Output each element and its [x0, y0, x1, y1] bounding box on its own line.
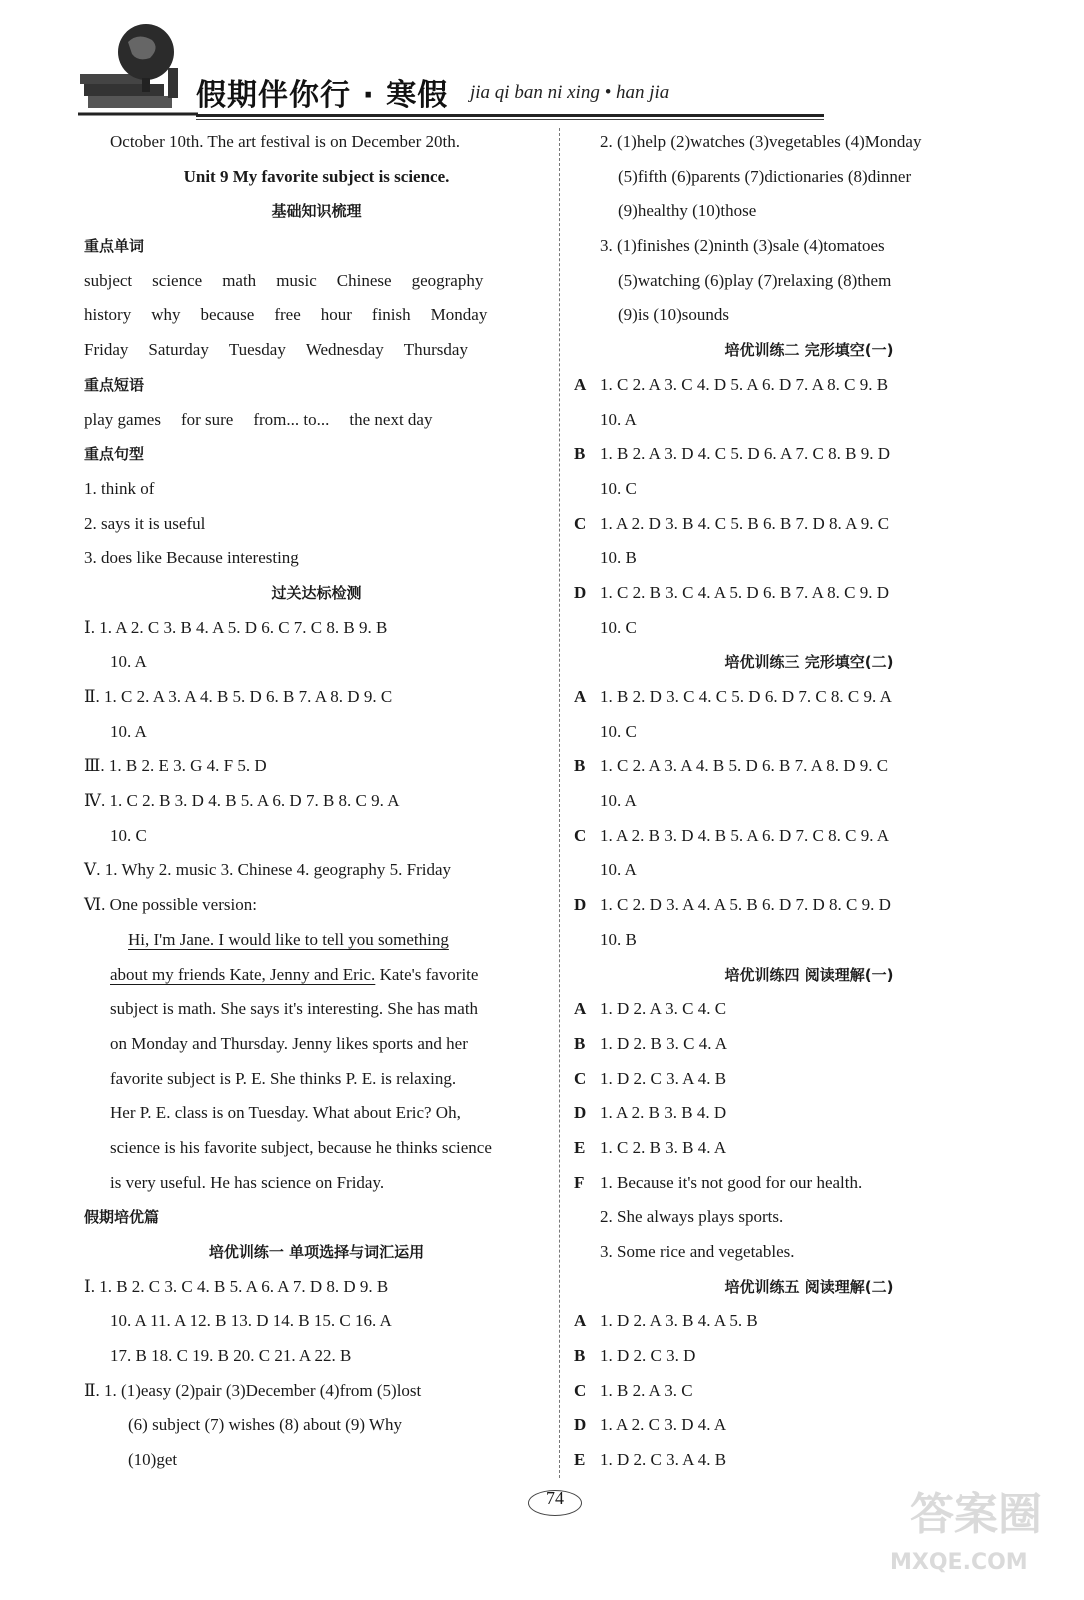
answer-row: (5)watching (6)play (7)relaxing (8)them: [618, 270, 892, 290]
answer-row: A 1. B 2. D 3. C 4. C 5. D 6. D 7. C 8. C 9. A: [574, 687, 892, 706]
section-heading: 培优训练四 阅读理解(一): [724, 965, 894, 984]
answer-row: F 1. Because it's not good for our health.: [574, 1172, 863, 1192]
answer-row: 10. A: [110, 721, 147, 741]
answer-row: Ⅱ. 1. (1)easy (2)pair (3)December (4)from (5)lost: [84, 1380, 422, 1400]
essay-line: about my friends Kate, Jenny and Eric. Kate's favorite: [110, 964, 479, 984]
answer-row: Ⅰ. 1. A 2. C 3. B 4. A 5. D 6. C 7. C 8. B 9. B: [84, 617, 388, 637]
answer-row: D 1. A 2. B 3. B 4. D: [574, 1103, 727, 1123]
sentence-answer: 2. says it is useful: [84, 513, 206, 533]
answer-row: C 1. D 2. C 3. A 4. B: [574, 1068, 727, 1088]
section-heading: 培优训练五 阅读理解(二): [724, 1277, 894, 1296]
subheading-sentences: 重点句型: [84, 445, 145, 464]
part-heading: 假期培优篇: [84, 1208, 160, 1227]
column-divider: [559, 128, 560, 1478]
answer-row: 10. C: [110, 825, 147, 845]
answer-row: Ⅳ. 1. C 2. B 3. D 4. B 5. A 6. D 7. B 8. C 9. A: [84, 791, 400, 811]
answer-row: (5)fifth (6)parents (7)dictionaries (8)dinner: [618, 166, 912, 186]
page-number: 74: [546, 1488, 564, 1508]
left-column: [84, 125, 549, 1478]
word-row: history why because free hour finish Monday: [84, 305, 488, 325]
answer-row: 3. (1)finishes (2)ninth (3)sale (4)tomatoes: [600, 236, 885, 256]
answer-row: 10. A: [600, 791, 637, 811]
header-rule: [196, 114, 824, 117]
section-heading: 过关达标检测: [271, 583, 362, 602]
essay-line: science is his favorite subject, because he thinks science: [110, 1137, 492, 1157]
answer-row: Ⅵ. One possible version:: [84, 895, 257, 915]
section-heading: 培优训练一 单项选择与词汇运用: [208, 1243, 425, 1261]
answer-row: 3. Some rice and vegetables.: [600, 1242, 795, 1261]
answer-row: 2. She always plays sports.: [600, 1207, 784, 1227]
globe-books-icon: [78, 18, 198, 118]
answer-row: B 1. C 2. A 3. A 4. B 5. D 6. B 7. A 8. D 9. C: [574, 756, 889, 776]
answer-row: 10. B: [600, 548, 637, 568]
answer-row: A 1. D 2. A 3. C 4. C: [574, 999, 727, 1019]
section-heading: 基础知识梳理: [271, 202, 362, 221]
essay-line: Her P. E. class is on Tuesday. What about Eric? Oh,: [110, 1103, 461, 1123]
page-header: [78, 18, 828, 118]
phrase-row: play games for sure from... to... the next day: [84, 409, 433, 429]
answer-row: 10. C: [600, 617, 637, 637]
section-heading: 培优训练二 完形填空(一): [724, 341, 894, 360]
answer-row: B 1. B 2. A 3. D 4. C 5. D 6. A 7. C 8. B 9. D: [574, 444, 890, 464]
essay-line: Hi, I'm Jane. I would like to tell you something: [128, 929, 449, 949]
essay-line: favorite subject is P. E. She thinks P. E. is relaxing.: [110, 1068, 457, 1088]
answer-row: 10. A: [110, 652, 147, 672]
watermark: [880, 1470, 1070, 1590]
answer-row: E 1. C 2. B 3. B 4. A: [574, 1137, 727, 1157]
answer-row: B 1. D 2. B 3. C 4. A: [574, 1033, 728, 1053]
answer-row: C 1. A 2. B 3. D 4. B 5. A 6. D 7. C 8. C 9. A: [574, 825, 890, 845]
answer-row: 10. A 11. A 12. B 13. D 14. B 15. C 16. A: [110, 1311, 392, 1331]
word-row: subject science math music Chinese geography: [84, 270, 484, 290]
subheading-words: 重点单词: [84, 237, 145, 256]
subheading-phrases: 重点短语: [84, 375, 145, 394]
answer-row: D 1. A 2. C 3. D 4. A: [574, 1415, 727, 1435]
answer-row: (9)healthy (10)those: [618, 201, 757, 221]
answer-row: (10)get: [128, 1450, 178, 1470]
essay-line: is very useful. He has science on Friday.: [110, 1172, 385, 1192]
answer-row: Ⅰ. 1. B 2. C 3. C 4. B 5. A 6. A 7. D 8. D 9. B: [84, 1276, 389, 1296]
answer-row: A 1. C 2. A 3. C 4. D 5. A 6. D 7. A 8. C 9. B: [574, 374, 889, 394]
answer-row: 2. (1)help (2)watches (3)vegetables (4)Monday: [600, 132, 922, 151]
answer-row: Ⅴ. 1. Why 2. music 3. Chinese 4. geography 5. Friday: [84, 860, 452, 880]
answer-row: 17. B 18. C 19. B 20. C 21. A 22. B: [110, 1346, 352, 1366]
answer-row: 10. B: [600, 929, 637, 949]
answer-row: 10. C: [600, 721, 637, 741]
book-title-pinyin: jia qi ban ni xing • han jia: [470, 82, 670, 103]
answer-row: (6) subject (7) wishes (8) about (9) Why: [128, 1415, 402, 1435]
answer-row: A 1. D 2. A 3. B 4. A 5. B: [574, 1311, 758, 1331]
answer-row: D 1. C 2. B 3. C 4. A 5. D 6. B 7. A 8. C 9. D: [574, 582, 890, 602]
sentence-answer: 1. think of: [84, 478, 155, 498]
unit-title: Unit 9 My favorite subject is science.: [183, 166, 450, 186]
essay-line: subject is math. She says it's interesting. She has math: [110, 999, 479, 1019]
answer-row: 10. A: [600, 409, 637, 429]
header-rule-thin: [196, 119, 824, 120]
word-row: Friday Saturday Tuesday Wednesday Thursday: [84, 340, 468, 360]
text-line: October 10th. The art festival is on December 20th.: [110, 132, 460, 151]
answer-row: Ⅱ. 1. C 2. A 3. A 4. B 5. D 6. B 7. A 8. D 9. C: [84, 687, 393, 706]
section-heading: 培优训练三 完形填空(二): [724, 653, 894, 672]
answer-row: C 1. B 2. A 3. C: [574, 1380, 693, 1400]
answer-row: (9)is (10)sounds: [618, 305, 729, 325]
watermark-site: MXQE.COM: [890, 1550, 1028, 1575]
book-title: 假期伴你行 · 寒假: [196, 78, 449, 113]
essay-line: on Monday and Thursday. Jenny likes sports and her: [110, 1033, 468, 1053]
answer-row: C 1. A 2. D 3. B 4. C 5. B 6. B 7. D 8. A 9. C: [574, 513, 890, 533]
answer-row: Ⅲ. 1. B 2. E 3. G 4. F 5. D: [84, 756, 267, 776]
answer-row: E 1. D 2. C 3. A 4. B: [574, 1450, 727, 1470]
watermark-logo-text: 答案圈: [910, 1489, 1042, 1540]
right-column: [574, 125, 1044, 1478]
answer-row: 10. A: [600, 860, 637, 880]
answer-row: B 1. D 2. C 3. D: [574, 1346, 696, 1366]
answer-row: D 1. C 2. D 3. A 4. A 5. B 6. D 7. D 8. C 9. D: [574, 895, 891, 915]
answer-row: 10. C: [600, 478, 637, 498]
sentence-answer: 3. does like Because interesting: [84, 548, 299, 568]
